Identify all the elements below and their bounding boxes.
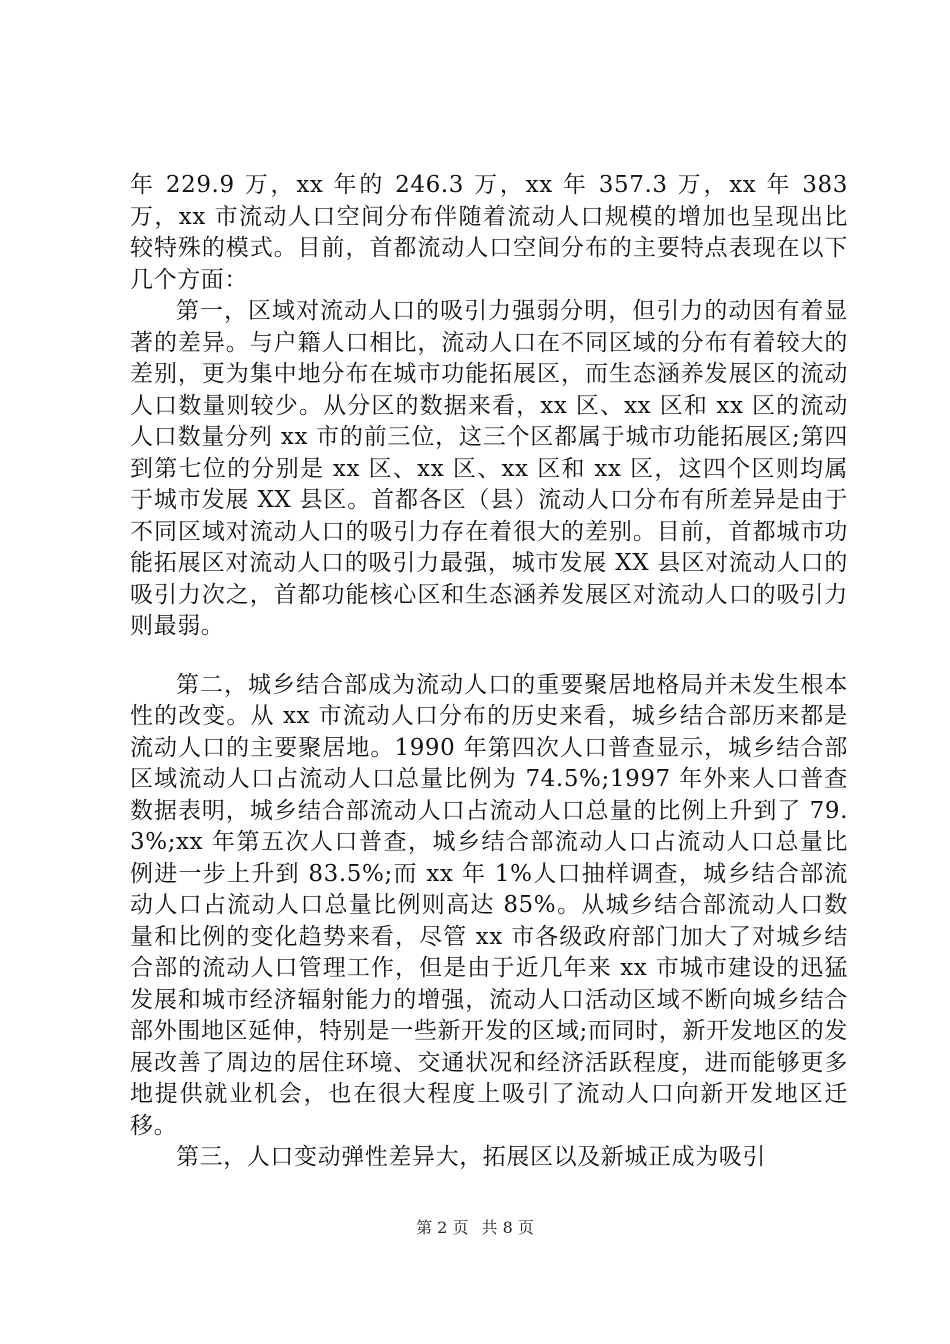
paragraph-intro: 年 229.9 万，xx 年的 246.3 万，xx 年 357.3 万，xx 年 383 万，xx 市流动人口空间分布伴随着流动人口规模的增加也呈现出比较特殊的模式。目前，首都流动人口空间分布的主要特点表现在以下几个方面： xyxy=(130,172,848,293)
page-footer xyxy=(0,1215,950,1238)
paragraph-first-point: 第一，区域对流动人口的吸引力强弱分明，但引力的动因有着显著的差异。与户籍人口相比，流动人口在不同区域的分布有着较大的差别，更为集中地分布在城市功能拓展区，而生态涵养发展区的流动人口数量则较少。从分区的数据来看，xx 区、xx 区和 xx 区的流动人口数量分列 xx 市的前三位，这三个区都属于城市功能拓展区;第四到第七位的分别是 xx 区、xx 区、xx 区和 xx 区，这四个区则均属于城市发展 XX 县区。首都各区（县）流动人口分布有所差异是由于不同区域对流动人口的吸引力存在着很大的差别。目前，首都城市功能拓展区对流动人口的吸引力最强，城市发展 XX 县区对流动人口的吸引力次之，首都功能核心区和生态涵养发展区对流动人口的吸引力则最弱。 xyxy=(130,298,848,639)
document-body xyxy=(130,170,848,1174)
page-number-current: 第 2 页 xyxy=(416,1218,469,1237)
page-number-total: 共 8 页 xyxy=(481,1218,534,1237)
paragraph-third-point: 第三，人口变动弹性差异大，拓展区以及新城正成为吸引 xyxy=(176,1144,766,1170)
paragraph-spacer xyxy=(130,643,848,670)
paragraph-second-point: 第二，城乡结合部成为流动人口的重要聚居地格局并未发生根本性的改变。从 xx 市流动人口分布的历史来看，城乡结合部历来都是流动人口的主要聚居地。1990 年第四次人口普查显示，城乡结合部区域流动人口占流动人口总量比例为 74.5%;1997 年外来人口普查数据表明，城乡结合部流动人口占流动人口总量的比例上升到了 79.3%;xx 年第五次人口普查，城乡结合部流动人口占流动人口总量比例进一步上升到 83.5%;而 xx 年 1%人口抽样调查，城乡结合部流动人口占流动人口总量比例则高达 85%。从城乡结合部流动人口数量和比例的变化趋势来看，尽管 xx 市各级政府部门加大了对城乡结合部的流动人口管理工作，但是由于近几年来 xx 市城市建设的迅猛发展和城市经济辐射能力的增强，流动人口活动区域不断向城乡结合部外围地区延伸，特别是一些新开发的区域;而同时，新开发地区的发展改善了周边的居住环境、交通状况和经济活跃程度，进而能够更多地提供就业机会，也在很大程度上吸引了流动人口向新开发地区迁移。 xyxy=(130,671,848,1139)
